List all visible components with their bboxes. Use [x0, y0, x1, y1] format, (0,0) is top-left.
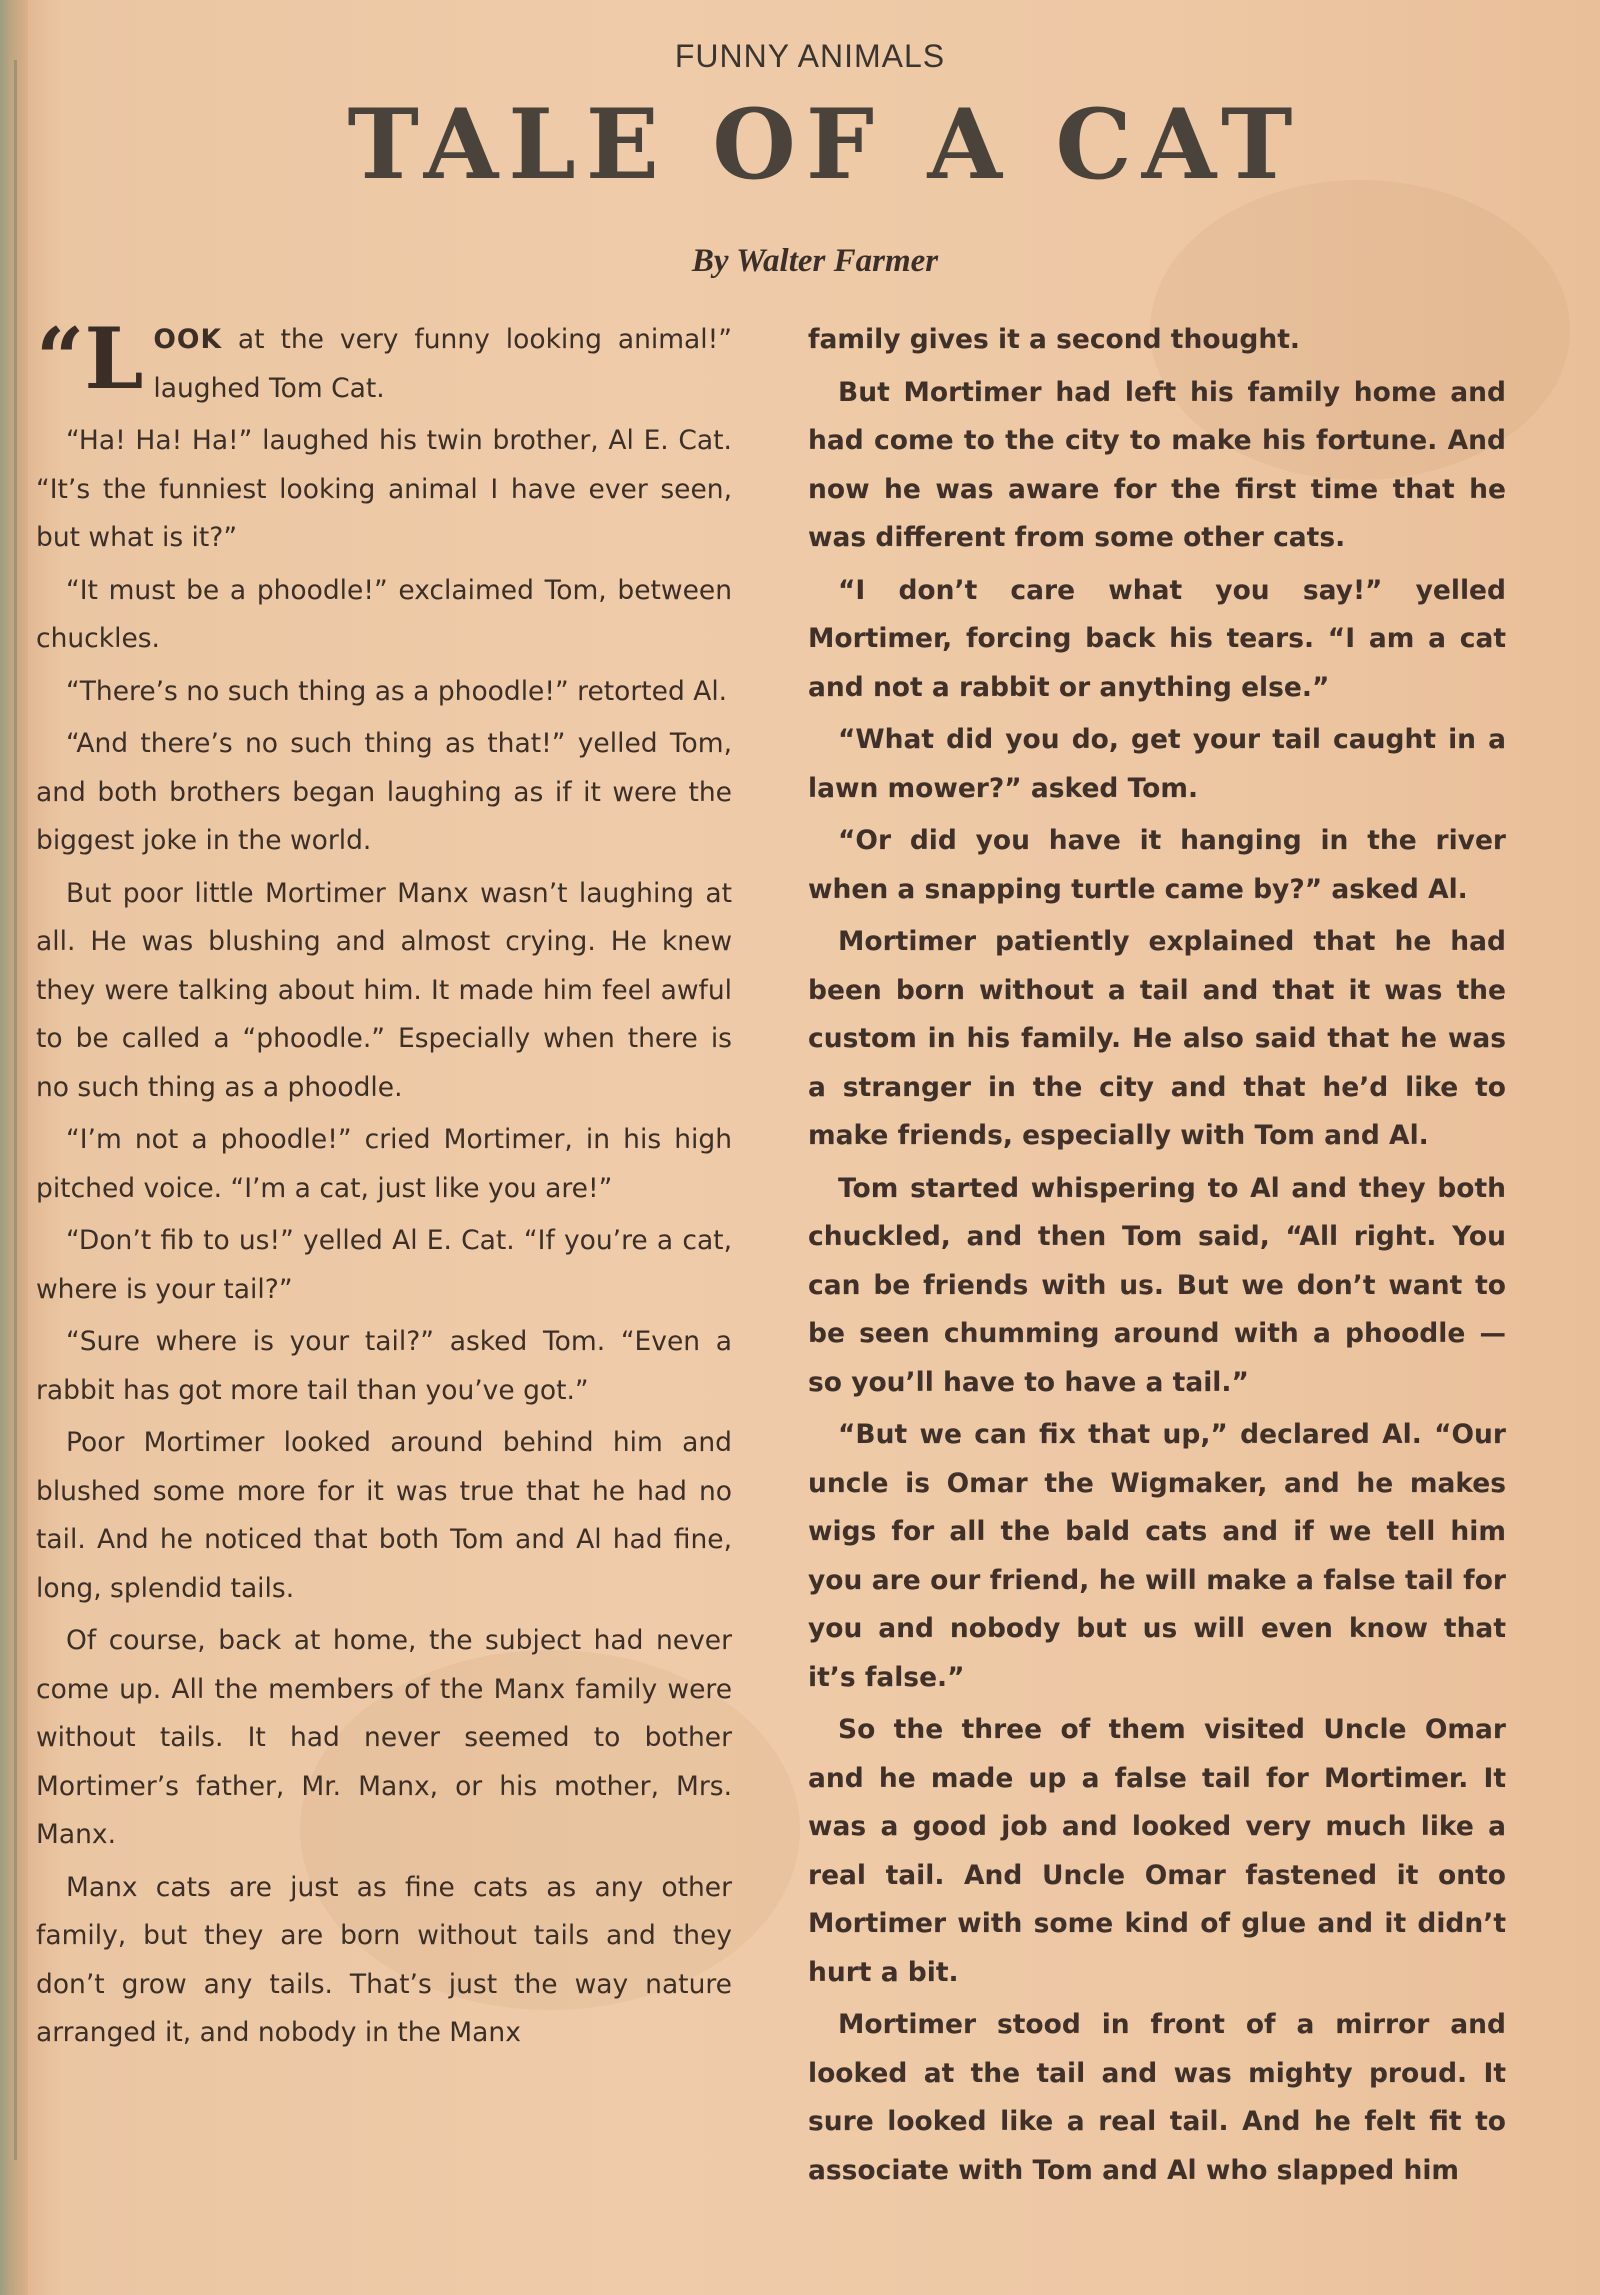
left-column — [36, 309, 732, 2062]
right-column — [808, 316, 1506, 2199]
paragraph: “And there’s no such thing as that!” yelled Tom, and both brothers began laughing as if it were the biggest joke in the world. — [36, 728, 732, 856]
opening-text: at the very funny looking animal!” laughed Tom Cat. — [153, 324, 732, 404]
paragraph: “It must be a phoodle!” exclaimed Tom, between chuckles. — [36, 574, 732, 654]
paragraph: Mortimer patiently explained that he had been born without a tail and that it was the custom in his family. He also said that he was a stranger in the city and that he’d like to make friends, especially with Tom and Al. — [808, 926, 1506, 1151]
paragraph: But poor little Mortimer Manx wasn’t laughing at all. He was blushing and almost crying. He knew they were talking about him. It made him feel awful to be called a “phoodle.” Especially when there is no such thing as a phoodle. — [36, 877, 732, 1103]
story-byline: By Walter Farmer — [691, 243, 939, 279]
opening-lead-word: OOK — [153, 324, 222, 355]
paragraph: Mortimer stood in front of a mirror and looked at the tail and was mighty proud. It sure looked like a real tail. And he felt fit to associate with Tom and Al who slapped him — [808, 2009, 1506, 2186]
paragraph-continuation: family gives it a second thought. — [808, 324, 1300, 355]
paragraph: “What did you do, get your tail caught in a lawn mower?” asked Tom. — [808, 724, 1506, 804]
drop-cap-letter: L — [84, 309, 144, 408]
paragraph: “Don’t fib to us!” yelled Al E. Cat. “If you’re a cat, where is your tail?” — [36, 1225, 732, 1305]
paragraph: “But we can fix that up,” declared Al. “Our uncle is Omar the Wigmaker, and he makes wigs for all the bald cats and if we tell him you are our friend, he will make a false tail for you and nobody but us will even know that it’s false.” — [808, 1419, 1506, 1693]
binding-fold-line — [14, 60, 17, 2160]
paragraph: Poor Mortimer looked around behind him and blushed some more for it was true that he had no tail. And he noticed that both Tom and Al had fine, long, splendid tails. — [36, 1427, 732, 1604]
drop-cap-quote: “ — [36, 309, 85, 408]
paragraph: “I’m not a phoodle!” cried Mortimer, in his high pitched voice. “I’m a cat, just like you are!” — [36, 1124, 732, 1204]
opening-paragraph — [36, 309, 732, 417]
paragraph: “Ha! Ha! Ha!” laughed his twin brother, Al E. Cat. “It’s the funniest looking animal I have ever seen, but what is it?” — [36, 425, 732, 553]
paragraph: “Or did you have it hanging in the river when a snapping turtle came by?” asked Al. — [808, 825, 1506, 905]
story-header — [0, 38, 1600, 280]
paragraph: “Sure where is your tail?” asked Tom. “Even a rabbit has got more tail than you’ve got.” — [36, 1326, 732, 1406]
magazine-name: FUNNY ANIMALS — [674, 38, 946, 74]
paragraph: Manx cats are just as fine cats as any other family, but they are born without tails and they don’t grow any tails. That’s just the way nature arranged it, and nobody in the Manx — [36, 1871, 732, 2048]
paragraph: “I don’t care what you say!” yelled Mortimer, forcing back his tears. “I am a cat and not a rabbit or anything else.” — [808, 574, 1506, 703]
drop-cap — [36, 309, 144, 408]
paragraph: But Mortimer had left his family home and had come to the city to make his fortune. And now he was aware for the first time that he was different from some other cats. — [808, 376, 1506, 553]
paragraph: Of course, back at home, the subject had never come up. All the members of the Manx family were without tails. It had never seemed to bother Mortimer’s father, Mr. Manx, or his mother, Mrs. Manx. — [36, 1625, 732, 1850]
paragraph: Tom started whispering to Al and they both chuckled, and then Tom said, “All right. You can be friends with us. But we don’t want to be seen chumming around with a phoodle — so you’ll have to have a tail.” — [808, 1172, 1506, 1398]
story-title: TALE OF A CAT — [347, 88, 1303, 201]
paragraph: So the three of them visited Uncle Omar and he made up a false tail for Mortimer. It was a good job and looked very much like a real tail. And Uncle Omar fastened it onto Mortimer with some kind of glue and it didn’t hurt a bit. — [808, 1714, 1506, 1988]
paragraph: “There’s no such thing as a phoodle!” retorted Al. — [66, 675, 728, 707]
